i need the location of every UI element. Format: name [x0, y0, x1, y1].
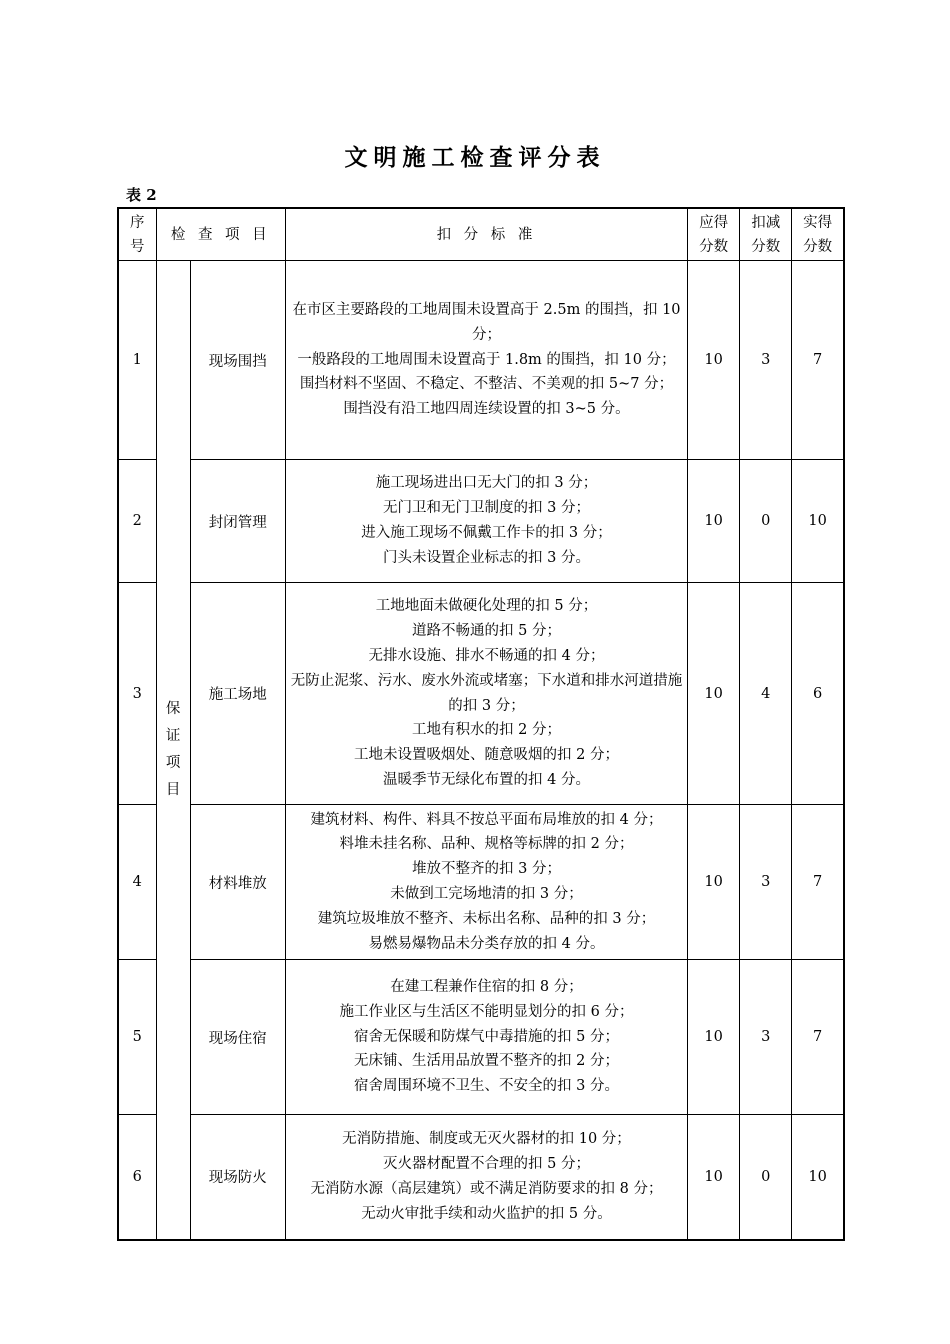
row-deduct-score: 0 [740, 460, 792, 583]
row-seq: 4 [118, 805, 156, 960]
row-max-score: 10 [688, 805, 740, 960]
row-item: 现场住宿 [190, 960, 285, 1115]
row-actual-score: 7 [792, 960, 844, 1115]
row-deduct-score: 3 [740, 261, 792, 460]
header-row [118, 208, 844, 261]
row-actual-score: 6 [792, 583, 844, 805]
row-deduct-score: 4 [740, 583, 792, 805]
table-row [118, 583, 844, 805]
row-item: 现场防火 [190, 1115, 285, 1240]
row-max-score: 10 [688, 1115, 740, 1240]
table-row [118, 960, 844, 1115]
row-max-score: 10 [688, 960, 740, 1115]
row-deduct-score: 0 [740, 1115, 792, 1240]
page-title: 文明施工检查评分表 [344, 144, 606, 171]
row-max-score: 10 [688, 261, 740, 460]
header-standard: 扣 分 标 准 [285, 208, 687, 261]
table-row [118, 261, 844, 460]
row-max-score: 10 [688, 583, 740, 805]
table-label: 表 2 [126, 186, 157, 204]
row-actual-score: 10 [792, 1115, 844, 1240]
header-item: 检 查 项 目 [156, 208, 285, 261]
header-actual-score: 实得分数 [792, 208, 844, 261]
row-seq: 2 [118, 460, 156, 583]
row-item: 施工场地 [190, 583, 285, 805]
row-standard: 工地地面未做硬化处理的扣 5 分； 道路不畅通的扣 5 分； 无排水设施、排水不畅通的扣 4 分； 无防止泥浆、污水、废水外流或堵塞；下水道和排水河道措施的扣 3 分； 工地有积水的扣 2 分； 工地未设置吸烟处、随意吸烟的扣 2 分； 温暖季节无绿化布置的扣 4 分。 [285, 583, 687, 805]
row-actual-score: 7 [792, 261, 844, 460]
row-item: 材料堆放 [190, 805, 285, 960]
header-seq: 序号 [118, 208, 156, 261]
header-deduct-score: 扣减分数 [740, 208, 792, 261]
group-label: 保证项目 [156, 261, 190, 1240]
row-deduct-score: 3 [740, 805, 792, 960]
row-item: 现场围挡 [190, 261, 285, 460]
header-max-score: 应得分数 [688, 208, 740, 261]
row-max-score: 10 [688, 460, 740, 583]
row-seq: 6 [118, 1115, 156, 1240]
table-row [118, 805, 844, 960]
row-seq: 3 [118, 583, 156, 805]
row-deduct-score: 3 [740, 960, 792, 1115]
row-standard: 无消防措施、制度或无灭火器材的扣 10 分； 灭火器材配置不合理的扣 5 分； 无消防水源（高层建筑）或不满足消防要求的扣 8 分； 无动火审批手续和动火监护的扣 5 分。 [285, 1115, 687, 1240]
row-seq: 5 [118, 960, 156, 1115]
table-row [118, 1115, 844, 1240]
row-actual-score: 10 [792, 460, 844, 583]
row-actual-score: 7 [792, 805, 844, 960]
row-standard: 在市区主要路段的工地周围未设置高于 2.5m 的围挡，扣 10 分； 一般路段的工地周围未设置高于 1.8m 的围挡，扣 10 分； 围挡材料不坚固、不稳定、不整洁、不美观的扣 5~7 分； 围挡没有沿工地四周连续设置的扣 3~5 分。 [285, 261, 687, 460]
table-row [118, 460, 844, 583]
row-item: 封闭管理 [190, 460, 285, 583]
row-standard: 施工现场进出口无大门的扣 3 分； 无门卫和无门卫制度的扣 3 分； 进入施工现场不佩戴工作卡的扣 3 分； 门头未设置企业标志的扣 3 分。 [285, 460, 687, 583]
row-standard: 建筑材料、构件、料具不按总平面布局堆放的扣 4 分； 料堆未挂名称、品种、规格等标牌的扣 2 分； 堆放不整齐的扣 3 分； 未做到工完场地清的扣 3 分； 建筑垃圾堆放不整齐、未标出名称、品种的扣 3 分； 易燃易爆物品未分类存放的扣 4 分。 [285, 805, 687, 960]
row-standard: 在建工程兼作住宿的扣 8 分； 施工作业区与生活区不能明显划分的扣 6 分； 宿舍无保暖和防煤气中毒措施的扣 5 分； 无床铺、生活用品放置不整齐的扣 2 分； 宿舍周围环境不卫生、不安全的扣 3 分。 [285, 960, 687, 1115]
score-table [117, 207, 845, 1241]
row-seq: 1 [118, 261, 156, 460]
